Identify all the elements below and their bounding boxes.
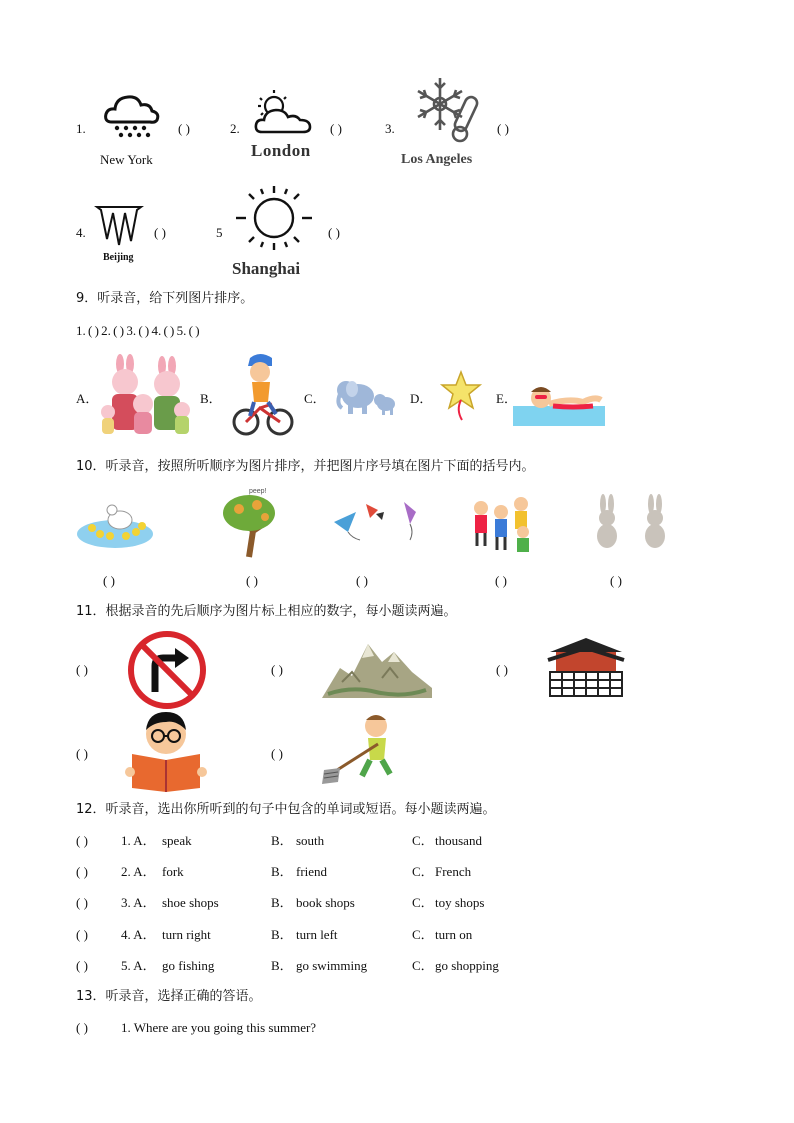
partly-cloudy-icon (252, 88, 314, 136)
option-b-label: B． (271, 895, 293, 910)
option-c-label: C． (412, 864, 434, 879)
boy-sweeping-floor-image (320, 712, 400, 786)
answer-blank[interactable]: ( ) (154, 225, 166, 240)
answer-blank[interactable]: ( ) (495, 573, 507, 588)
elephants-image (334, 374, 398, 416)
weather-item-number: 2. (230, 121, 240, 136)
mountains-image (322, 632, 432, 702)
weather-item-number: 5 (216, 225, 223, 240)
option-b: friend (296, 864, 328, 879)
weather-item-number: 4. (76, 225, 86, 240)
option-b-label: B． (271, 864, 293, 879)
weather-item-number: 3. (385, 121, 395, 136)
birds-in-tree-image (219, 487, 281, 559)
sun-icon (232, 184, 316, 256)
birds-peep-text: peep! (249, 488, 267, 495)
option-c: toy shops (435, 895, 485, 910)
answer-blank[interactable]: ( ) (246, 573, 258, 588)
answer-blank[interactable]: ( ) (497, 121, 509, 136)
question-12-title: 12．听录音，选出你所听到的句子中包含的单词或短语。每小题读两遍。 (76, 802, 496, 817)
option-b-label: B． (271, 927, 293, 942)
option-number: 2. A． (121, 864, 156, 879)
city-label-new-york: New York (100, 152, 153, 167)
option-b-label: B． (271, 833, 293, 848)
answer-blank[interactable]: ( ) (330, 121, 342, 136)
star-kite-image (440, 370, 482, 422)
option-c: turn on (435, 927, 473, 942)
forbidden-city-gate-icon (546, 634, 626, 698)
rain-cloud-icon (104, 92, 160, 138)
option-label-d: D． (410, 391, 433, 406)
city-label-beijing: Beijing (103, 252, 134, 263)
option-c-label: C． (412, 895, 434, 910)
option-b: go swimming (296, 958, 368, 973)
no-right-turn-sign-icon (127, 630, 207, 710)
answer-blank[interactable]: ( ) (610, 573, 622, 588)
answer-blank[interactable]: ( ) (76, 927, 88, 942)
option-a: fork (162, 864, 184, 879)
city-label-los-angeles: Los Angeles (401, 152, 473, 167)
option-b: book shops (296, 895, 355, 910)
option-label-c: C． (304, 391, 326, 406)
option-number: 3. A． (121, 895, 156, 910)
kites-image (330, 498, 430, 544)
city-label-shanghai: Shanghai (232, 259, 301, 278)
children-playing-image (467, 494, 537, 554)
option-b-label: B． (271, 958, 293, 973)
question-13-title: 13．听录音，选择正确的答语。 (76, 989, 262, 1004)
question-9-answer-row[interactable]: 1. ( ) 2. ( ) 3. ( ) 4. ( ) 5. ( ) (76, 323, 200, 338)
option-c-label: C． (412, 927, 434, 942)
question-11-title: 11．根据录音的先后顺序为图片标上相应的数字，每小题读两遍。 (76, 604, 457, 619)
answer-blank[interactable]: ( ) (328, 225, 340, 240)
option-b: turn left (296, 927, 338, 942)
option-a: go fishing (162, 958, 215, 973)
answer-blank[interactable]: ( ) (356, 573, 368, 588)
weather-item-number: 1. (76, 121, 86, 136)
answer-blank[interactable]: ( ) (76, 662, 88, 677)
answer-blank[interactable]: ( ) (76, 833, 88, 848)
answer-blank[interactable]: ( ) (271, 746, 283, 761)
option-label-e: E． (496, 391, 517, 406)
option-c: thousand (435, 833, 482, 848)
snow-cold-icon (408, 74, 484, 148)
option-label-b: B． (200, 391, 222, 406)
option-a: speak (162, 833, 192, 848)
question-13-item-1: 1. Where are you going this summer? (121, 1020, 317, 1035)
option-b: south (296, 833, 325, 848)
two-rabbits-image (585, 496, 687, 550)
option-a: shoe shops (162, 895, 219, 910)
option-number: 1. A． (121, 833, 156, 848)
option-c: go shopping (435, 958, 499, 973)
answer-blank[interactable]: ( ) (76, 864, 88, 879)
question-10-title: 10．听录音，按照所听顺序为图片排序，并把图片序号填在图片下面的括号内。 (76, 459, 535, 474)
option-number: 5. A． (121, 958, 156, 973)
ducks-pond-image (76, 496, 154, 550)
wind-icon (95, 205, 143, 247)
question-9-title: 9．听录音，给下列图片排序。 (76, 291, 254, 306)
option-c-label: C． (412, 833, 434, 848)
answer-blank[interactable]: ( ) (76, 746, 88, 761)
boy-riding-bike-image (232, 352, 294, 442)
answer-blank[interactable]: ( ) (76, 1020, 88, 1035)
option-a: turn right (162, 927, 211, 942)
option-number: 4. A． (121, 927, 156, 942)
answer-blank[interactable]: ( ) (496, 662, 508, 677)
city-label-london: London (251, 141, 311, 160)
answer-blank[interactable]: ( ) (271, 662, 283, 677)
boy-reading-book-image (124, 710, 208, 792)
option-c: French (435, 864, 472, 879)
option-c-label: C． (412, 958, 434, 973)
answer-blank[interactable]: ( ) (76, 895, 88, 910)
answer-blank[interactable]: ( ) (76, 958, 88, 973)
option-label-a: A． (76, 391, 99, 406)
answer-blank[interactable]: ( ) (103, 573, 115, 588)
rabbit-family-image (100, 352, 190, 438)
answer-blank[interactable]: ( ) (178, 121, 190, 136)
swimming-boy-image (513, 376, 605, 428)
